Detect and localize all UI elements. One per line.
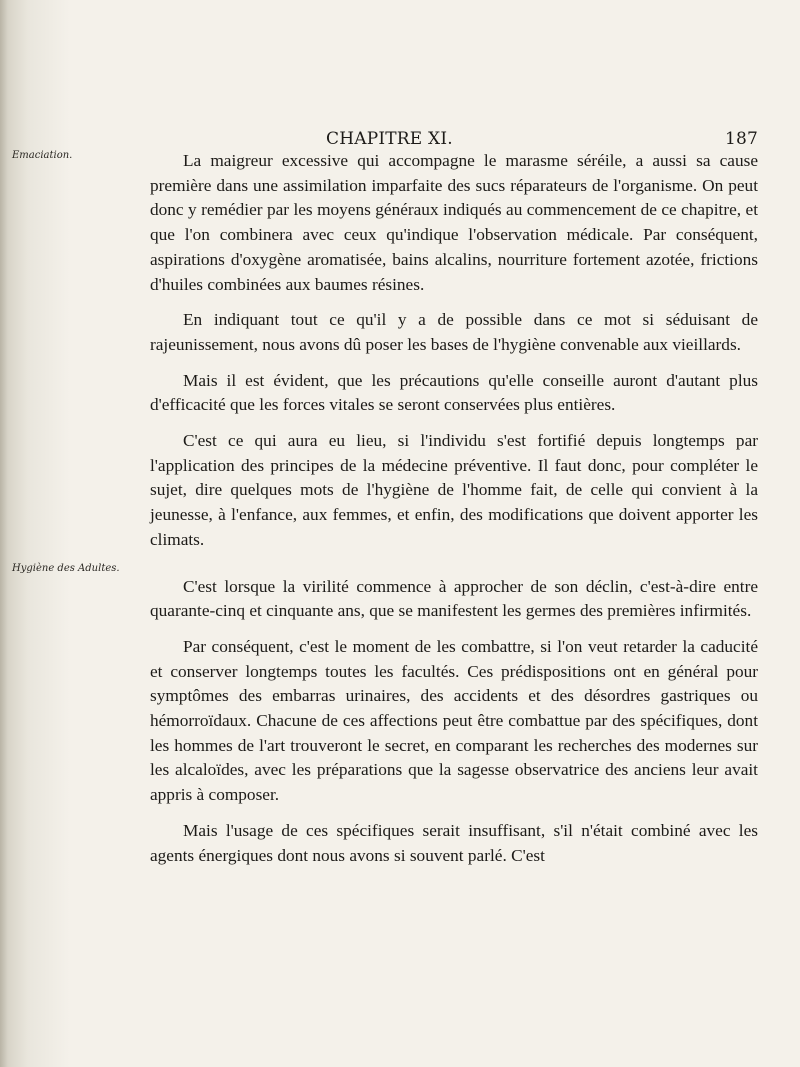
chapter-title: CHAPITRE XI.	[326, 129, 453, 149]
paragraph: Mais il est évident, que les précautions qu'elle conseille auront d'autant plus d'efficacité que les forces vitales se seront conservées plus entières.	[150, 370, 758, 415]
paragraph: En indiquant tout ce qu'il y a de possible dans ce mot si séduisant de rajeunissement, nous avons dû poser les bases de l'hygiène convenable aux vieillards.	[150, 310, 758, 354]
paragraph: La maigreur excessive qui accompagne le marasme séréile, a aussi sa cause première dans une assimilation imparfaite des sucs réparateurs de l'organisme. On peut donc y remédier par les moyens généraux indiqués au commencement de ce chapitre, et que l'on combinera avec ceux qu'indique l'observation médicale. Par conséquent, aspirations d'oxygène aromatisée, bains alcalins, nourriture fortement azotée, frictions d'huiles combinées aux baumes résines.	[150, 151, 758, 294]
paragraph: Mais l'usage de ces spécifiques serait insuffisant, s'il n'était combiné avec les agents énergiques dont nous avons si souvent parlé. C'est	[150, 820, 758, 865]
page-number: 187	[724, 129, 758, 149]
paragraph: C'est lorsque la virilité commence à approcher de son déclin, c'est-à-dire entre quarante-cinq et cinquante ans, que se manifestent les germes des premières infirmités.	[150, 576, 758, 621]
margin-note-emaciation: Emaciation.	[12, 150, 73, 161]
body-text	[150, 149, 758, 879]
paragraph: Par conséquent, c'est le moment de les combattre, si l'on veut retarder la caducité et conserver longtemps toutes les facultés. Ces prédispositions ont en général pour symptômes des embarras urinaires, des accidents et des désordres gastriques ou hémorroïdaux. Chacune de ces affections peut être combattue par des spécifiques, dont les hommes de l'art trouveront le secret, en comparant les recherches des modernes sur les alcaloïdes, avec les préparations que la sagesse observatrice des anciens leur avait appris à composer.	[150, 636, 758, 805]
margin-note-hygiene-adultes: Hygiène des Adultes.	[12, 563, 120, 574]
paragraph: C'est ce qui aura eu lieu, si l'individu s'est fortifié depuis longtemps par l'application des principes de la médecine préventive. Il faut donc, pour compléter le sujet, dire quelques mots de l'hygiène de l'homme fait, de celle qui convient à la jeunesse, à l'enfance, aux femmes, et enfin, des modifications que doivent apporter les climats.	[150, 431, 758, 549]
